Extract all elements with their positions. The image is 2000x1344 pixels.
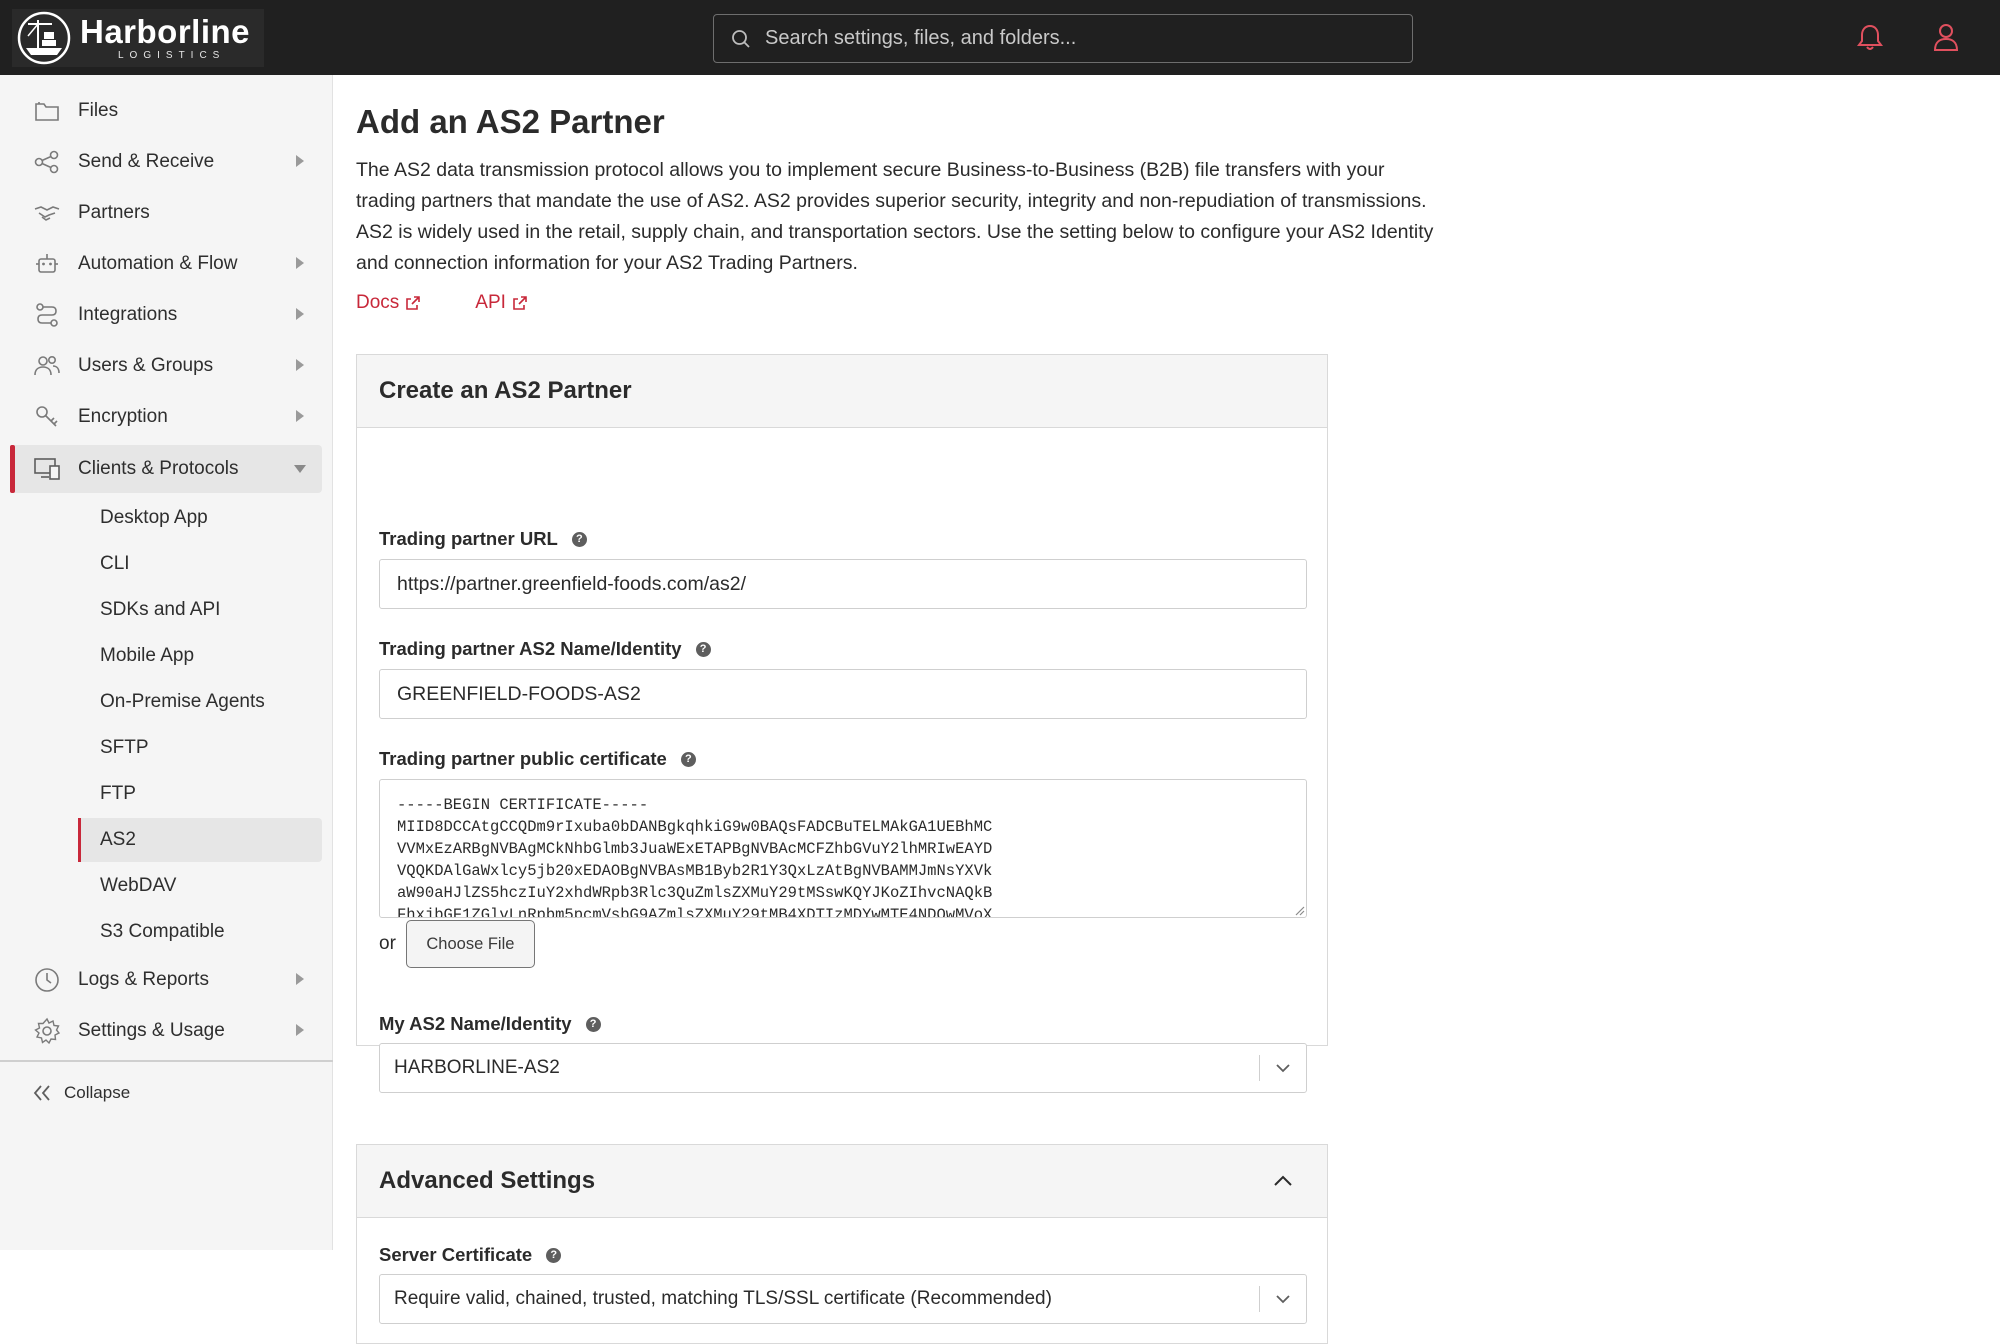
integrations-icon bbox=[32, 300, 62, 330]
double-chevron-left-icon bbox=[32, 1084, 52, 1102]
user-menu-button[interactable] bbox=[1929, 20, 1963, 54]
chevron-right-icon bbox=[296, 155, 304, 167]
page-title: Add an AS2 Partner bbox=[356, 103, 665, 140]
gear-icon bbox=[32, 1016, 62, 1046]
user-icon bbox=[1933, 22, 1959, 52]
sidebar-subitem-label: Mobile App bbox=[100, 645, 195, 666]
chevron-down-icon bbox=[294, 465, 306, 473]
collapse-sidebar-button[interactable] bbox=[32, 1083, 130, 1103]
sidebar-item-label: Users & Groups bbox=[78, 355, 214, 376]
sidebar-item-label: Automation & Flow bbox=[78, 253, 238, 274]
external-link-icon bbox=[512, 295, 528, 311]
chevron-up-icon[interactable] bbox=[1273, 1173, 1293, 1187]
select-value: HARBORLINE-AS2 bbox=[394, 1057, 560, 1078]
sidebar-subitem-sftp[interactable] bbox=[78, 726, 322, 770]
partner-identity-input[interactable] bbox=[379, 669, 1307, 719]
sidebar-subitem-label: AS2 bbox=[100, 829, 136, 850]
sidebar-item-logs-reports[interactable] bbox=[12, 956, 322, 1004]
sidebar bbox=[0, 75, 333, 1250]
field-label-identity bbox=[379, 638, 711, 660]
advanced-title: Advanced Settings bbox=[379, 1167, 596, 1194]
help-icon[interactable]: ? bbox=[546, 1248, 561, 1263]
sidebar-subitem-label: CLI bbox=[100, 553, 130, 574]
sidebar-subitem-label: SDKs and API bbox=[100, 599, 221, 620]
sidebar-item-files[interactable] bbox=[12, 87, 322, 135]
chevron-right-icon bbox=[296, 308, 304, 320]
help-icon[interactable]: ? bbox=[681, 752, 696, 767]
field-label-certificate bbox=[379, 748, 696, 770]
file-upload-row bbox=[379, 920, 535, 968]
sidebar-item-label: Clients & Protocols bbox=[78, 458, 239, 479]
robot-icon bbox=[32, 249, 62, 279]
logo-subtitle: LOGISTICS bbox=[118, 50, 226, 61]
sidebar-item-label: Partners bbox=[78, 202, 150, 223]
chevron-right-icon bbox=[296, 359, 304, 371]
advanced-header[interactable] bbox=[357, 1145, 1327, 1218]
sidebar-subitem-label: Desktop App bbox=[100, 507, 208, 528]
docs-link[interactable] bbox=[356, 292, 421, 314]
sidebar-subitem-cli[interactable] bbox=[78, 542, 322, 586]
resize-handle-icon[interactable] bbox=[1293, 904, 1305, 916]
sidebar-item-label: Files bbox=[78, 100, 119, 121]
sidebar-subitem-on-premise-agents[interactable] bbox=[78, 680, 322, 724]
bell-icon bbox=[1857, 23, 1883, 51]
sidebar-subitem-ftp[interactable] bbox=[78, 772, 322, 816]
card-title: Create an AS2 Partner bbox=[379, 377, 632, 404]
field-label-my-identity bbox=[379, 1013, 601, 1035]
field-label-text: My AS2 Name/Identity bbox=[379, 1013, 572, 1034]
users-icon bbox=[32, 351, 62, 381]
notifications-button[interactable] bbox=[1853, 20, 1887, 54]
sidebar-divider bbox=[0, 1060, 333, 1062]
sidebar-subitem-desktop-app[interactable] bbox=[78, 496, 322, 540]
sidebar-subitem-s3-compatible[interactable] bbox=[78, 910, 322, 954]
top-bar bbox=[0, 0, 2000, 75]
sidebar-item-users-groups[interactable] bbox=[12, 342, 322, 390]
card-header bbox=[357, 355, 1327, 428]
sidebar-subitem-sdks-api[interactable] bbox=[78, 588, 322, 632]
sidebar-item-label: Logs & Reports bbox=[78, 969, 209, 990]
help-icon[interactable]: ? bbox=[696, 642, 711, 657]
logo[interactable] bbox=[12, 9, 264, 67]
sidebar-item-clients-protocols[interactable] bbox=[12, 445, 322, 493]
chevron-down-icon[interactable] bbox=[1260, 1063, 1306, 1073]
devices-icon bbox=[32, 454, 62, 484]
collapse-label: Collapse bbox=[64, 1083, 131, 1102]
sidebar-subitem-mobile-app[interactable] bbox=[78, 634, 322, 678]
share-icon bbox=[32, 147, 62, 177]
field-label-text: Trading partner AS2 Name/Identity bbox=[379, 638, 682, 659]
sidebar-item-integrations[interactable] bbox=[12, 291, 322, 339]
sidebar-subitem-webdav[interactable] bbox=[78, 864, 322, 908]
logo-name: Harborline bbox=[80, 13, 251, 50]
create-partner-card bbox=[356, 354, 1328, 1046]
chevron-down-icon[interactable] bbox=[1260, 1294, 1306, 1304]
handshake-icon bbox=[32, 198, 62, 228]
chevron-right-icon bbox=[296, 973, 304, 985]
chevron-right-icon bbox=[296, 410, 304, 422]
field-label-url bbox=[379, 528, 587, 550]
partner-url-input[interactable] bbox=[379, 559, 1307, 609]
clock-icon bbox=[32, 965, 62, 995]
sidebar-item-label: Settings & Usage bbox=[78, 1020, 225, 1041]
api-link[interactable] bbox=[475, 292, 528, 314]
chevron-right-icon bbox=[296, 257, 304, 269]
certificate-textarea[interactable] bbox=[379, 779, 1307, 918]
sidebar-item-settings-usage[interactable] bbox=[12, 1007, 322, 1055]
sidebar-item-automation[interactable] bbox=[12, 240, 322, 288]
my-identity-select[interactable] bbox=[379, 1043, 1307, 1093]
select-value: Require valid, chained, trusted, matching TLS/SSL certificate (Recommended) bbox=[394, 1288, 1052, 1309]
field-label-text: Trading partner public certificate bbox=[379, 748, 667, 769]
sidebar-subitem-label: WebDAV bbox=[100, 875, 177, 896]
search-icon bbox=[731, 29, 751, 49]
sidebar-item-label: Integrations bbox=[78, 304, 178, 325]
external-link-icon bbox=[405, 295, 421, 311]
sidebar-subitem-as2[interactable] bbox=[78, 818, 322, 862]
sidebar-item-label: Send & Receive bbox=[78, 151, 215, 172]
field-label-text: Trading partner URL bbox=[379, 528, 558, 549]
choose-file-button[interactable]: Choose File bbox=[406, 920, 535, 968]
sidebar-subitem-label: S3 Compatible bbox=[100, 921, 225, 942]
sidebar-item-partners[interactable] bbox=[12, 189, 322, 237]
key-icon bbox=[32, 402, 62, 432]
sidebar-item-label: Encryption bbox=[78, 406, 168, 427]
or-label: or bbox=[379, 933, 396, 954]
sidebar-subitem-label: FTP bbox=[100, 783, 136, 804]
intro-text: The AS2 data transmission protocol allows you to implement secure Business-to-Business (B2B) file transfers with your trading partners that mandate the use of AS2. AS2 provides superior security, integrity and non-repudiation of transmissions. AS2 is widely used in the retail, supply chain, and transportation sectors. Use the setting below to configure your AS2 Identity and connection information for your AS2 Trading Partners. bbox=[356, 159, 1434, 274]
server-cert-select[interactable] bbox=[379, 1274, 1307, 1324]
sidebar-subitem-label: On-Premise Agents bbox=[100, 691, 265, 712]
api-link-label: API bbox=[475, 292, 506, 313]
global-search[interactable] bbox=[713, 14, 1413, 63]
field-label-text: Server Certificate bbox=[379, 1244, 533, 1265]
doc-links bbox=[356, 292, 528, 314]
docs-link-label: Docs bbox=[356, 292, 400, 313]
sidebar-item-send-receive[interactable] bbox=[12, 138, 322, 186]
folder-icon bbox=[32, 96, 62, 126]
chevron-right-icon bbox=[296, 1024, 304, 1036]
search-input[interactable] bbox=[765, 27, 1365, 50]
field-label-server-cert bbox=[379, 1244, 561, 1266]
help-icon[interactable]: ? bbox=[572, 532, 587, 547]
help-icon[interactable]: ? bbox=[586, 1017, 601, 1032]
sidebar-subitem-label: SFTP bbox=[100, 737, 149, 758]
sidebar-item-encryption[interactable] bbox=[12, 393, 322, 441]
logo-mark-icon bbox=[16, 10, 72, 66]
